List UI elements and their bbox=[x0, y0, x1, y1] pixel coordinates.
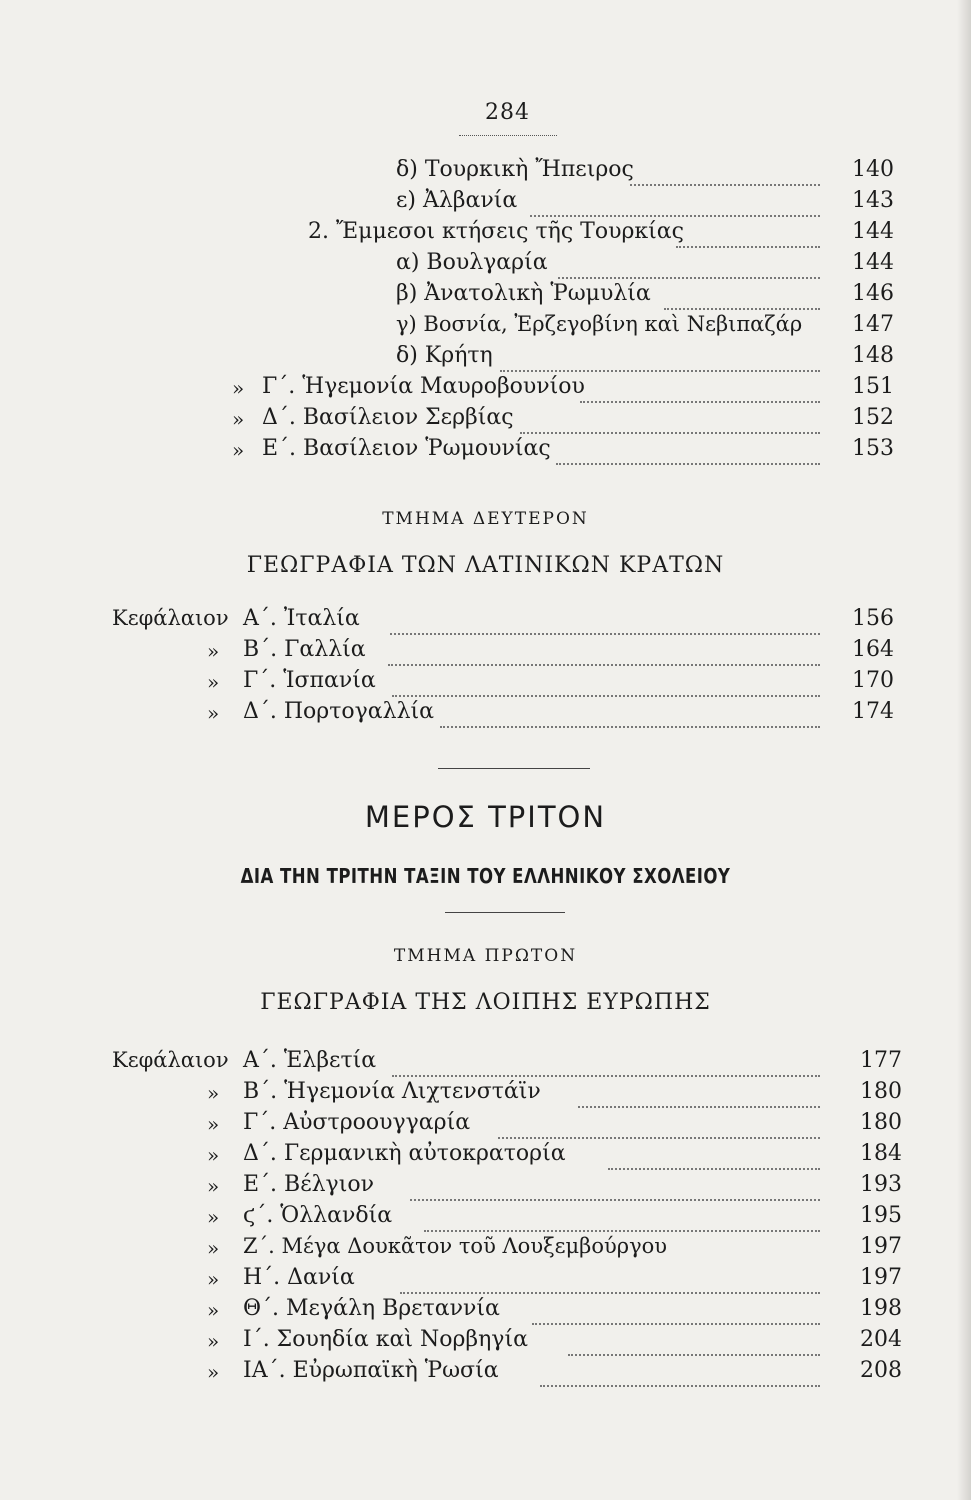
entry-page: 144 bbox=[852, 219, 894, 244]
leader-dots bbox=[630, 184, 820, 186]
leader-dots bbox=[532, 1323, 820, 1325]
entry-title: 2. Ἔμμεσοι κτήσεις τῆς Τουρκίας bbox=[308, 219, 684, 244]
entry-page: 204 bbox=[860, 1327, 902, 1352]
part-subtitle: ΔΙΑ ΤΗΝ ΤΡΙΤΗΝ ΤΑΞΙΝ ΤΟΥ ΕΛΛΗΝΙΚΟΥ ΣΧΟΛΕΙΟΥ bbox=[240, 864, 731, 888]
page-number-rule bbox=[459, 135, 557, 136]
part-divider bbox=[445, 912, 565, 913]
ditto-mark: » bbox=[232, 376, 245, 400]
leader-dots bbox=[578, 1106, 820, 1108]
entry-title: Β΄. Ἡγεμονία Λιχτενστάϊν bbox=[243, 1079, 541, 1104]
ditto-mark: » bbox=[207, 1329, 220, 1353]
entry-page: 148 bbox=[852, 343, 894, 368]
ditto-mark: » bbox=[232, 407, 245, 431]
leader-dots bbox=[424, 1230, 820, 1232]
entry-page: 177 bbox=[860, 1048, 902, 1073]
chapter-word: Κεφάλαιον bbox=[112, 606, 229, 630]
section-label: ΤΜΗΜΑ ΠΡΩΤΟΝ bbox=[393, 946, 578, 966]
entry-title: δ) Τουρκικὴ Ἤπειρος bbox=[396, 157, 634, 182]
entry-page: 174 bbox=[852, 699, 894, 724]
ditto-mark: » bbox=[207, 701, 220, 725]
entry-title: ΙΑ΄. Εὐρωπαϊκὴ Ῥωσία bbox=[243, 1358, 499, 1383]
leader-dots bbox=[392, 695, 820, 697]
section-title: ΓΕΩΓΡΑΦΙΑ ΤΩΝ ΛΑΤΙΝΙΚΩΝ ΚΡΑΤΩΝ bbox=[246, 553, 725, 578]
entry-title: Δ΄. Βασίλειον Σερβίας bbox=[262, 405, 514, 430]
entry-page: 147 bbox=[852, 312, 894, 337]
ditto-mark: » bbox=[207, 1081, 220, 1105]
leader-dots bbox=[558, 277, 820, 279]
ditto-mark: » bbox=[207, 1112, 220, 1136]
ditto-mark: » bbox=[207, 1360, 220, 1384]
entry-page: 197 bbox=[860, 1265, 902, 1290]
ditto-mark: » bbox=[207, 1174, 220, 1198]
ditto-mark: » bbox=[207, 1267, 220, 1291]
leader-dots bbox=[388, 664, 820, 666]
entry-title: Ζ΄. Μέγα Δουκᾶτον τοῦ Λουξεμβούργου bbox=[243, 1234, 668, 1258]
ditto-mark: » bbox=[207, 639, 220, 663]
ditto-mark: » bbox=[207, 670, 220, 694]
entry-page: 153 bbox=[852, 436, 894, 461]
entry-page: 208 bbox=[860, 1358, 902, 1383]
entry-page: 195 bbox=[860, 1203, 902, 1228]
leader-dots bbox=[498, 1137, 820, 1139]
section-divider bbox=[438, 768, 590, 769]
entry-page: 152 bbox=[852, 405, 894, 430]
entry-title: Β΄. Γαλλία bbox=[243, 637, 366, 662]
leader-dots bbox=[540, 1385, 820, 1387]
entry-page: 144 bbox=[852, 250, 894, 275]
entry-page: 198 bbox=[860, 1296, 902, 1321]
leader-dots bbox=[568, 1354, 820, 1356]
entry-title: α) Βουλγαρία bbox=[396, 250, 548, 275]
page-edge-shadow bbox=[957, 0, 971, 1500]
entry-title: Γ΄. Αὐστροουγγαρία bbox=[243, 1110, 471, 1135]
entry-title: Θ΄. Μεγάλη Βρεταννία bbox=[243, 1296, 500, 1321]
ditto-mark: » bbox=[207, 1205, 220, 1229]
entry-title: ε) Ἀλβανία bbox=[396, 188, 518, 213]
entry-page: 184 bbox=[860, 1141, 902, 1166]
leader-dots bbox=[520, 432, 820, 434]
entry-page: 170 bbox=[852, 668, 894, 693]
leader-dots bbox=[440, 726, 820, 728]
entry-page: 156 bbox=[852, 606, 894, 631]
entry-title: Η΄. Δανία bbox=[243, 1265, 355, 1290]
leader-dots bbox=[500, 370, 820, 372]
entry-title: ϛ΄. Ὁλλανδία bbox=[243, 1203, 393, 1228]
leader-dots bbox=[608, 1168, 820, 1170]
leader-dots bbox=[410, 1199, 820, 1201]
ditto-mark: » bbox=[207, 1143, 220, 1167]
entry-title: Ε΄. Βέλγιον bbox=[243, 1172, 374, 1197]
entry-page: 143 bbox=[852, 188, 894, 213]
ditto-mark: » bbox=[232, 438, 245, 462]
leader-dots bbox=[580, 401, 820, 403]
entry-page: 164 bbox=[852, 637, 894, 662]
entry-title: Δ΄. Γερμανικὴ αὐτοκρατορία bbox=[243, 1141, 566, 1166]
entry-page: 140 bbox=[852, 157, 894, 182]
part-title: ΜΕΡΟΣ ΤΡΙΤΟΝ bbox=[364, 800, 607, 834]
entry-title: Ε΄. Βασίλειον Ῥωμουνίας bbox=[262, 436, 551, 461]
entry-title: δ) Κρήτη bbox=[396, 343, 493, 368]
section-title: ΓΕΩΓΡΑΦΙΑ ΤΗΣ ΛΟΙΠΗΣ ΕΥΡΩΠΗΣ bbox=[260, 990, 711, 1015]
leader-dots bbox=[676, 246, 820, 248]
leader-dots bbox=[664, 308, 820, 310]
leader-dots bbox=[392, 1075, 820, 1077]
entry-page: 151 bbox=[852, 374, 894, 399]
leader-dots bbox=[390, 633, 820, 635]
entry-title: β) Ἀνατολικὴ Ῥωμυλία bbox=[396, 281, 651, 306]
page-number: 284 bbox=[485, 100, 530, 125]
ditto-mark: » bbox=[207, 1236, 220, 1260]
leader-dots bbox=[400, 1292, 820, 1294]
section-label: ΤΜΗΜΑ ΔΕΥΤΕΡΟΝ bbox=[382, 509, 589, 529]
leader-dots bbox=[530, 215, 820, 217]
entry-page: 180 bbox=[860, 1079, 902, 1104]
entry-title: Ι΄. Σουηδία καὶ Νορβηγία bbox=[243, 1327, 528, 1352]
chapter-word: Κεφάλαιον bbox=[112, 1048, 229, 1072]
entry-page: 193 bbox=[860, 1172, 902, 1197]
entry-page: 180 bbox=[860, 1110, 902, 1135]
entry-title: Γ΄. Ἱσπανία bbox=[243, 668, 376, 693]
leader-dots bbox=[556, 463, 820, 465]
entry-title: Α΄. Ἰταλία bbox=[243, 606, 360, 631]
entry-title: Α΄. Ἑλβετία bbox=[243, 1048, 377, 1073]
ditto-mark: » bbox=[207, 1298, 220, 1322]
entry-page: 197 bbox=[860, 1234, 902, 1259]
entry-title: Γ΄. Ἡγεμονία Μαυροβουνίου bbox=[262, 374, 585, 399]
entry-page: 146 bbox=[852, 281, 894, 306]
entry-title: Δ΄. Πορτογαλλία bbox=[243, 699, 435, 724]
entry-title: γ) Βοσνία, Ἐρζεγοβίνη καὶ Νεβιπαζάρ bbox=[396, 312, 803, 336]
